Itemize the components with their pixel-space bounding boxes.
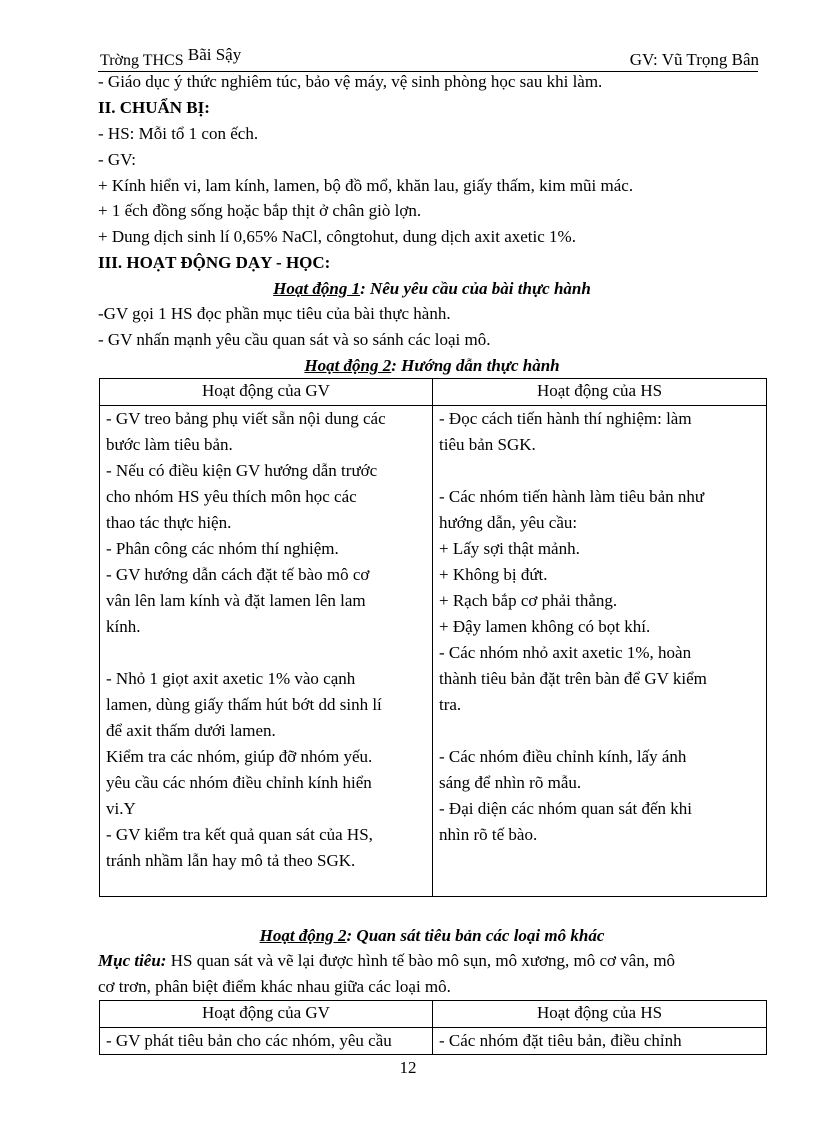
page-number: 12: [399, 1058, 417, 1077]
activity2-col-teacher: Hoạt động của GV: [100, 379, 433, 406]
table-line: nhìn rõ tế bào.: [439, 825, 538, 844]
table-line: + Lấy sợi thật mảnh.: [439, 539, 580, 558]
table-line: để axit thấm dưới lamen.: [106, 721, 276, 740]
activity3-goal: [98, 950, 675, 972]
table-line: - Nếu có điều kiện GV hướng dẫn trước: [106, 461, 378, 480]
table-line: lamen, dùng giấy thấm hút bớt dd sinh lí: [106, 695, 382, 714]
table-line: - Phân công các nhóm thí nghiệm.: [106, 539, 339, 558]
activity2-col-student: Hoạt động của HS: [433, 379, 767, 406]
section-activities: III. HOẠT ĐỘNG DẠY - HỌC:: [98, 253, 331, 272]
header-school: [100, 45, 242, 70]
table-line: + Không bị đứt.: [439, 565, 548, 584]
table-line: kính.: [106, 617, 141, 636]
activity3-student-line: - Các nhóm đặt tiêu bản, điều chỉnh: [439, 1031, 682, 1050]
table-line: [439, 458, 760, 484]
prep-item-2: + 1 ếch đồng sống hoặc bắp thịt ở chân giò lợn.: [98, 201, 422, 220]
activity1-title-label: Hoạt động 1: [273, 279, 361, 298]
activity3-title: [98, 925, 766, 947]
activity3-goal-label: Mục tiêu:: [98, 951, 167, 970]
activity2-title-label: Hoạt động 2: [304, 356, 392, 375]
activity3-teacher-line: - GV phát tiêu bản cho các nhóm, yêu cầu: [106, 1031, 392, 1050]
table-line: - Các nhóm nhỏ axit axetic 1%, hoàn: [439, 643, 692, 662]
activity2-student-cell: [433, 406, 767, 897]
header-school-name: Bãi Sậy: [187, 45, 242, 64]
table-line: thao tác thực hiện.: [106, 513, 232, 532]
activity2-table: [99, 378, 767, 897]
activity3-table: [99, 1000, 767, 1055]
table-line: sáng để nhìn rõ mẫu.: [439, 773, 582, 792]
activity3-teacher-cell: [100, 1028, 433, 1055]
table-line: bước làm tiêu bản.: [106, 435, 233, 454]
prep-item-1: + Kính hiển vi, lam kính, lamen, bộ đồ mổ, khăn lau, giấy thấm, kim mũi mác.: [98, 176, 634, 195]
activity1-title-text: : Nêu yêu cầu của bài thực hành: [360, 279, 591, 298]
activity3-goal-cont: cơ trơn, phân biệt điểm khác nhau giữa các loại mô.: [98, 977, 451, 996]
header-school-type: Trờng THCS: [100, 52, 184, 69]
table-line: - Các nhóm tiến hành làm tiêu bản như: [439, 487, 705, 506]
activity3-student-cell: [433, 1028, 767, 1055]
table-line: vi.Y: [106, 799, 136, 818]
activity3-title-text: : Quan sát tiêu bản các loại mô khác: [346, 926, 605, 945]
table-line: - Các nhóm điều chỉnh kính, lấy ánh: [439, 747, 687, 766]
table-line: tra.: [439, 695, 462, 714]
table-line: Kiểm tra các nhóm, giúp đỡ nhóm yếu.: [106, 747, 373, 766]
table-line: - GV hướng dẫn cách đặt tế bào mô cơ: [106, 565, 370, 584]
objective-line: - Giáo dục ý thức nghiêm túc, bảo vệ máy, vệ sinh phòng học sau khi làm.: [98, 72, 603, 91]
table-line: vân lên lam kính và đặt lamen lên lam: [106, 591, 366, 610]
activity3-col-teacher: Hoạt động của GV: [100, 1001, 433, 1028]
activity2-title-text: : Hướng dẫn thực hành: [391, 356, 560, 375]
activity2-teacher-cell: [100, 406, 433, 897]
activity3-goal-text: HS quan sát và vẽ lại được hình tế bào mô sụn, mô xương, mô cơ vân, mô: [166, 951, 676, 970]
table-line: hướng dẫn, yêu cầu:: [439, 513, 578, 532]
table-line: yêu cầu các nhóm điều chỉnh kính hiển: [106, 773, 372, 792]
table-line: + Rạch bắp cơ phải thẳng.: [439, 591, 618, 610]
activity1-title: [98, 278, 766, 300]
header-teacher: GV: Vũ Trọng Bân: [629, 50, 759, 69]
table-line: [106, 640, 426, 666]
table-line: - Nhỏ 1 giọt axit axetic 1% vào cạnh: [106, 669, 356, 688]
activity3-title-label: Hoạt động 2: [259, 926, 347, 945]
prep-item-3: + Dung dịch sinh lí 0,65% NaCl, côngtohut, dung dịch axit axetic 1%.: [98, 227, 576, 246]
section-preparation: II. CHUẨN BỊ:: [98, 98, 210, 117]
prep-teacher: - GV:: [98, 150, 136, 169]
table-line: - Đại diện các nhóm quan sát đến khi: [439, 799, 693, 818]
activity2-title: [98, 355, 766, 377]
table-line: [439, 718, 760, 744]
activity1-line-1: -GV gọi 1 HS đọc phần mục tiêu của bài thực hành.: [98, 304, 451, 323]
table-line: tránh nhầm lẫn hay mô tả theo SGK.: [106, 851, 356, 870]
table-line: thành tiêu bản đặt trên bàn để GV kiểm: [439, 669, 707, 688]
table-line: cho nhóm HS yêu thích môn học các: [106, 487, 357, 506]
table-line: tiêu bản SGK.: [439, 435, 536, 454]
table-line: - GV treo bảng phụ viết sẵn nội dung các: [106, 409, 386, 428]
table-line: + Đậy lamen không có bọt khí.: [439, 617, 651, 636]
activity1-line-2: - GV nhấn mạnh yêu cầu quan sát và so sánh các loại mô.: [98, 330, 491, 349]
table-line: - Đọc cách tiến hành thí nghiệm: làm: [439, 409, 692, 428]
activity3-col-student: Hoạt động của HS: [433, 1001, 767, 1028]
table-line: - GV kiểm tra kết quả quan sát của HS,: [106, 825, 373, 844]
prep-student: - HS: Mỗi tổ 1 con ếch.: [98, 124, 259, 143]
